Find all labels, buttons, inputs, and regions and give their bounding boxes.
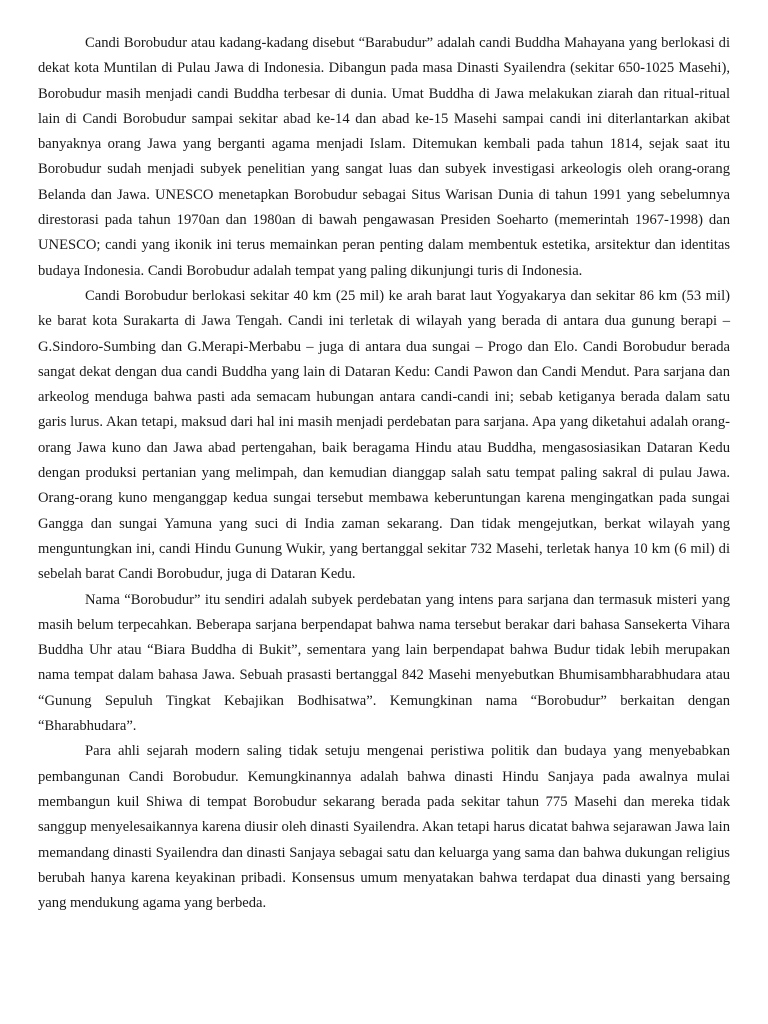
paragraph-2: Candi Borobudur berlokasi sekitar 40 km (25 mil) ke arah barat laut Yogyakarya dan sekitar 86 km (53 mil) ke barat kota Surakarta di Jawa Tengah. Candi ini terletak di wilayah yang berada di antara dua gunung berapi – G.Sindoro-Sumbing dan G.Merapi-Merbabu – juga di antara dua sungai – Progo dan Elo. Candi Borobudur berada sangat dekat dengan dua candi Buddha yang lain di Dataran Kedu: Candi Pawon dan Candi Mendut. Para sarjana dan arkeolog menduga bahwa pasti ada semacam hubungan antara candi-candi ini; sebab ketiganya berada dalam satu garis lurus. Akan tetapi, maksud dari hal ini masih menjadi perdebatan para sarjana. Apa yang diketahui adalah orang-orang Jawa kuno dan Jawa abad pertengahan, baik beragama Hindu atau Buddha, mengasosiasikan Dataran Kedu dengan produksi pertanian yang melimpah, dan kemudian dianggap salah satu tempat paling sakral di pulau Jawa. Orang-orang kuno menganggap kedua sungai tersebut membawa keberuntungan karena mengingatkan pada sungai Gangga dan sungai Yamuna yang suci di India zaman sekarang. Dan tidak mengejutkan, berkat wilayah yang menguntungkan ini, candi Hindu Gunung Wukir, yang bertanggal sekitar 732 Masehi, terletak hanya 10 km (6 mil) di sebelah barat Candi Borobudur, juga di Dataran Kedu. (38, 287, 730, 583)
paragraph-1: Candi Borobudur atau kadang-kadang disebut “Barabudur” adalah candi Buddha Mahayana yang berlokasi di dekat kota Muntilan di Pulau Jawa di Indonesia. Dibangun pada masa Dinasti Syailendra (sekitar 650-1025 Masehi), Borobudur masih menjadi candi Buddha terbesar di dunia. Umat Buddha di Jawa melakukan ziarah dan ritual-ritual lain di Candi Borobudur sampai sekitar abad ke-14 dan abad ke-15 Masehi sampai candi ini diterlantarkan akibat banyaknya orang Jawa yang berganti agama menjadi Islam. Ditemukan kembali pada tahun 1814, sejak saat itu Borobudur sudah menjadi subyek penelitian yang sangat luas dan subyek investigasi arkeologis oleh orang-orang Belanda dan Jawa. UNESCO menetapkan Borobudur sebagai Situs Warisan Dunia di tahun 1991 yang sebelumnya direstorasi pada tahun 1970an dan 1980an di bawah pengawasan Presiden Soeharto (memerintah 1967-1998) dan UNESCO; candi yang ikonik ini terus memainkan peran penting dalam membentuk estetika, arsitektur dan identitas budaya Indonesia. Candi Borobudur adalah tempat yang paling dikunjungi turis di Indonesia. (38, 35, 730, 279)
document-page (38, 31, 730, 916)
paragraph-3: Nama “Borobudur” itu sendiri adalah subyek perdebatan yang intens para sarjana dan termasuk misteri yang masih belum terpecahkan. Beberapa sarjana berpendapat bahwa nama tersebut berakar dari bahasa Sansekerta Vihara Buddha Uhr atau “Biara Buddha di Bukit”, sementara yang lain berpendapat bahwa Budur tidak lebih merupakan nama tempat dalam bahasa Jawa. Sebuah prasasti bertanggal 842 Masehi menyebutkan Bhumisambharabhudara atau “Gunung Sepuluh Tingkat Kebajikan Bodhisatwa”. Kemungkinan nama “Borobudur” berkaitan dengan “Bharabhudara”. (38, 591, 730, 735)
paragraph-4: Para ahli sejarah modern saling tidak setuju mengenai peristiwa politik dan budaya yang menyebabkan pembangunan Candi Borobudur. Kemungkinannya adalah bahwa dinasti Hindu Sanjaya pada awalnya mulai membangun kuil Shiwa di tempat Borobudur sekarang berada pada sekitar tahun 775 Masehi dan mereka tidak sanggup menyelesaikannya karena diusir oleh dinasti Syailendra. Akan tetapi harus dicatat bahwa sejarawan Jawa lain memandang dinasti Syailendra dan dinasti Sanjaya sebagai satu dan keluarga yang sama dan bahwa dukungan religius berubah hanya karena keyakinan pribadi. Konsensus umum menyatakan bahwa terdapat dua dinasti yang bersaing yang mendukung agama yang berbeda. (38, 743, 730, 912)
